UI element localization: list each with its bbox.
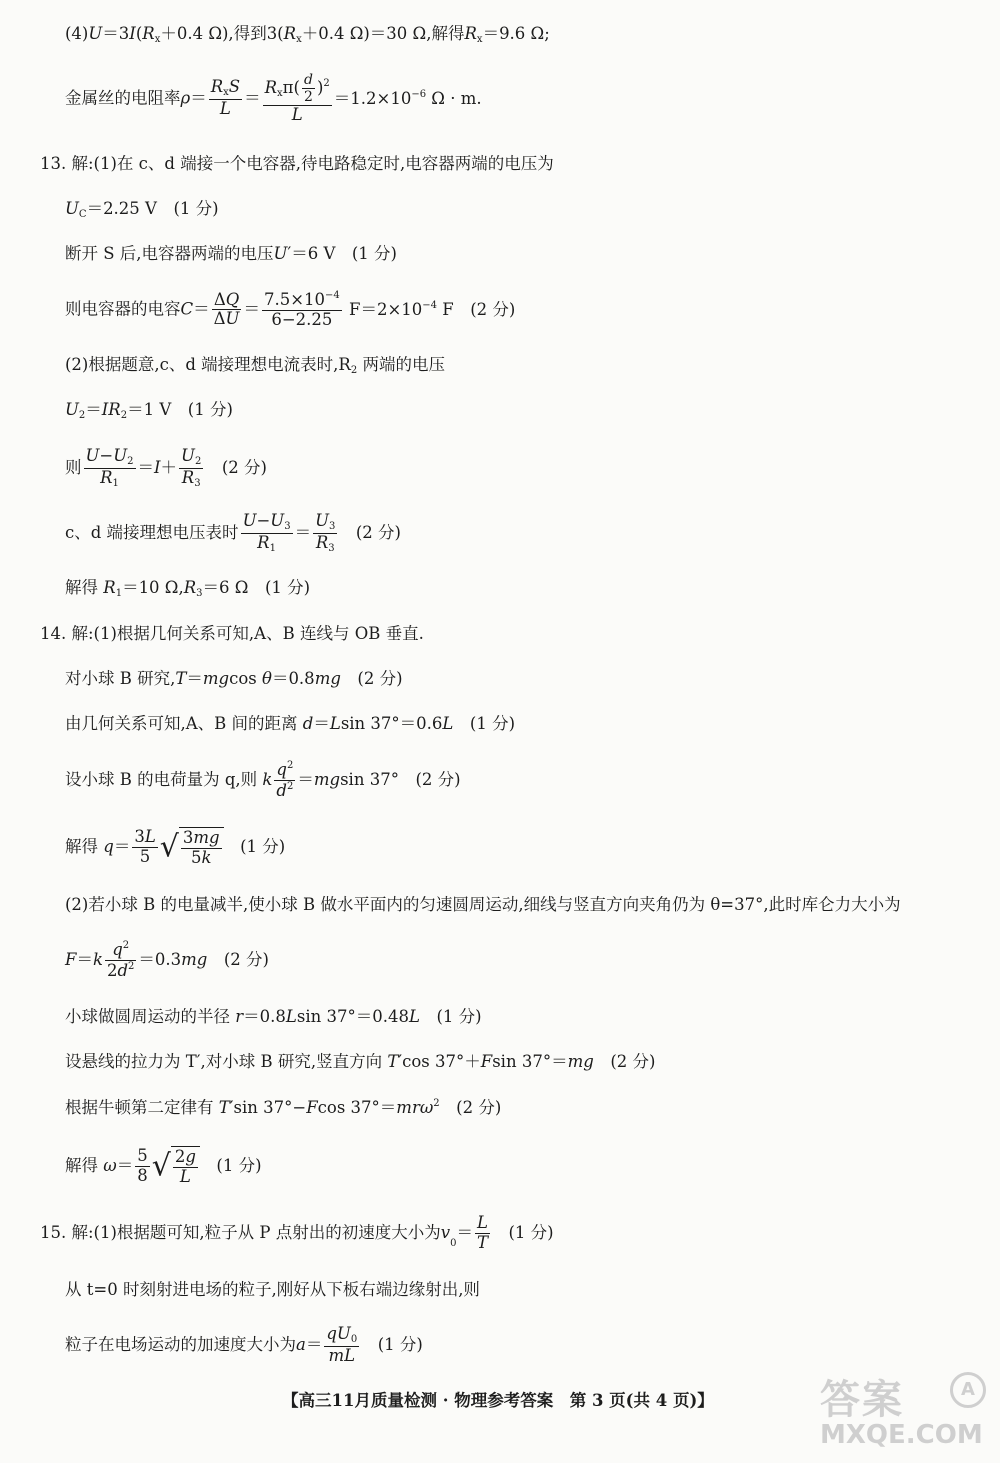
watermark-logo	[820, 1368, 990, 1458]
line-13a: $U_C=2.25$ V (1 分)	[65, 199, 219, 220]
watermark-site: MXQE.COM	[820, 1420, 983, 1450]
line-13b: 断开 S 后,电容器两端的电压U′＝6 V (1 分)	[65, 244, 397, 263]
question-14: 14. 解:(1)根据几何关系可知,A、B 连线与 OB 垂直.	[40, 624, 424, 643]
line-14a: 对小球 B 研究,T＝mgcos θ＝0.8mg (2 分)	[65, 669, 403, 688]
line-13h: 解得 $R_1=10$ $\Omega,R_3=6$ Ω (1 分)	[65, 578, 311, 599]
line-14d: 解得 q＝ $\frac{3L}{5}$ √ $\frac{3mg}{5k}$ (1 分)	[65, 827, 286, 867]
line-13f: 则 $\frac{U-U_2}{R_1}$ ＝I＋ $\frac{U_2}{R_3}$ (2 分)	[65, 446, 267, 489]
line-13d: (2)根据题意,c、d 端接理想电流表时$,R_2$ 两端的电压	[65, 355, 445, 376]
line-14i: 根据牛顿第二定律有 T′sin 37°−Fcos 37°＝mrω$^2$ (2 分)	[65, 1098, 502, 1117]
line-14g: 小球做圆周运动的半径 r＝0.8Lsin 37°＝0.48L (1 分)	[65, 1007, 482, 1026]
line-14f: F＝k $\frac{q^2}{2d^2}$ ＝0.3mg (2 分)	[65, 940, 269, 980]
line-14c: 设小球 B 的电荷量为 q,则 k $\frac{q^2}{d^2}$ ＝mgsin 37° (2 分)	[65, 760, 461, 800]
line-15b: 粒子在电场运动的加速度大小为a＝ $\frac{qU_0}{mL}$ (1 分)	[65, 1324, 423, 1365]
line-4-resistance: $(4)U=3I(R_x+0.4$ Ω),得到$3(R_x+0.4$ Ω)＝30 Ω,解得$R_x=9.6$ Ω;	[65, 24, 550, 45]
line-15a: 从 t=0 时刻射进电场的粒子,刚好从下板右端边缘射出,则	[65, 1280, 480, 1299]
line-13e: $U_2=IR_2=1$ V (1 分)	[65, 400, 233, 421]
line-14h: 设悬线的拉力为 T′,对小球 B 研究,竖直方向 T′cos 37°＋Fsin 37°＝mg (2 分)	[65, 1052, 656, 1071]
line-14j: 解得 ω＝ $\frac{5}{8}$ √ $\frac{2g}{L}$ (1 分)	[65, 1146, 262, 1186]
line-14e: (2)若小球 B 的电量减半,使小球 B 做水平面内的匀速圆周运动,细线与竖直方向夹角仍为 θ=37°,此时库仑力大小为	[65, 895, 901, 914]
line-13g: c、d 端接理想电压表时 $\frac{U-U_3}{R_1}$ ＝ $\frac{U_3}{R_3}$ (2 分)	[65, 511, 401, 554]
line-14b: 由几何关系可知,A、B 间的距离 d＝Lsin 37°＝0.6L (1 分)	[65, 714, 516, 733]
watermark-brand: 答案	[820, 1377, 904, 1423]
question-15: 15. 解:(1)根据题可知,粒子从 P 点射出的初速度大小为$v_0=$ $\frac{L}{T}$ (1 分)	[40, 1213, 554, 1252]
line-resistivity: 金属丝的电阻率ρ＝ $R_xS$ L ＝ $R_x\pi$( $\frac{d}{2}$ )$^2$ L $=1.2\times 10^{-6}$ Ω · m.	[65, 72, 482, 125]
line-13c: 则电容器的电容C＝ $\frac{\Delta Q}{\Delta U}$ ＝ $\frac{7.5\times 10^{-4}}{6-2.25}$ $F=2\times 10^{-4}$ F (2 分)	[65, 289, 516, 329]
watermark-mark-icon: A	[950, 1372, 986, 1408]
question-13: 13. 解:(1)在 c、d 端接一个电容器,待电路稳定时,电容器两端的电压为	[40, 154, 554, 173]
page-footer: 【高三11月质量检测 · 物理参考答案 第 3 页(共 4 页)】	[282, 1391, 714, 1410]
